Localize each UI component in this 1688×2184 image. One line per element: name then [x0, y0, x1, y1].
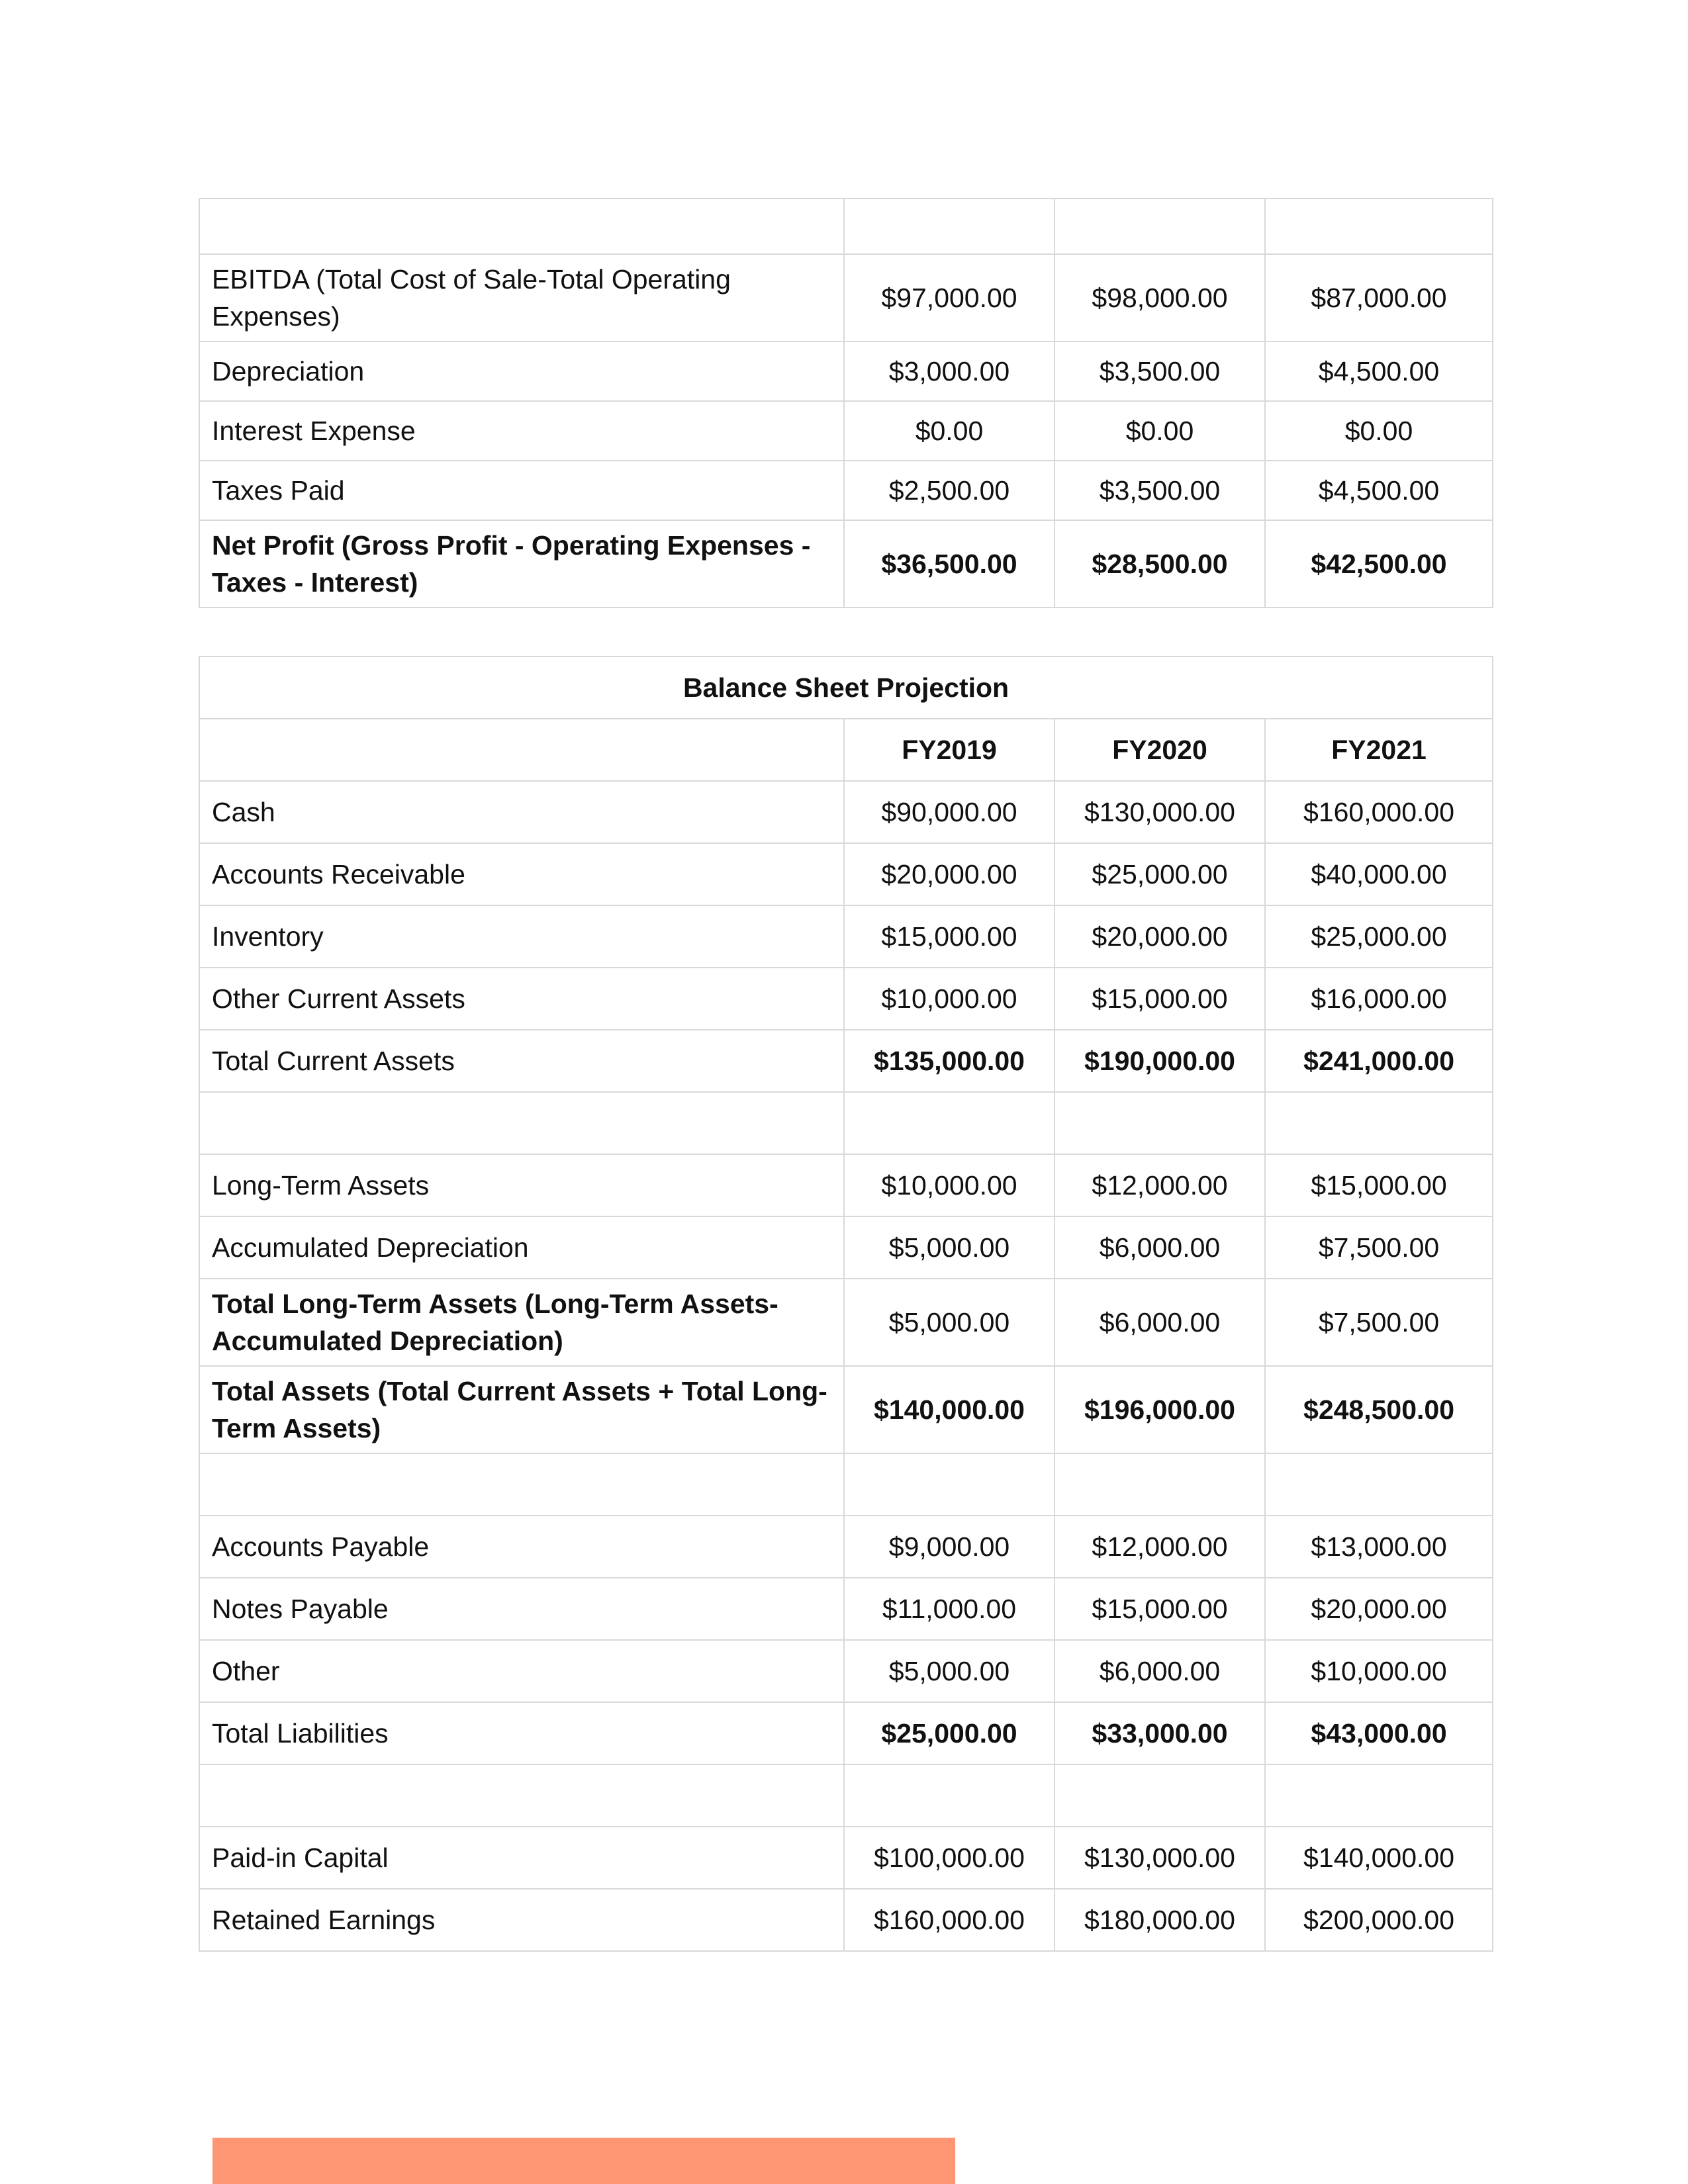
income-statement-table: [199, 198, 1493, 608]
column-header: FY2021: [1265, 719, 1493, 781]
value-cell: $97,000.00: [844, 254, 1055, 341]
value-cell: $190,000.00: [1055, 1030, 1265, 1092]
table-title: Balance Sheet Projection: [199, 657, 1493, 719]
blank-cell: [844, 1764, 1055, 1827]
value-cell: $20,000.00: [844, 843, 1055, 905]
blank-row: [199, 1092, 1493, 1154]
value-cell: $5,000.00: [844, 1216, 1055, 1279]
row-total-assets: [199, 1366, 1493, 1453]
blank-cell: [844, 199, 1055, 254]
row-notes-payable: [199, 1578, 1493, 1640]
value-cell: $28,500.00: [1055, 520, 1265, 608]
row-label: Accumulated Depreciation: [199, 1216, 844, 1279]
row-long-term-assets: [199, 1154, 1493, 1216]
value-cell: $130,000.00: [1055, 781, 1265, 843]
value-cell: $196,000.00: [1055, 1366, 1265, 1453]
row-paid-in-capital: [199, 1827, 1493, 1889]
value-cell: $9,000.00: [844, 1516, 1055, 1578]
value-cell: $3,500.00: [1055, 461, 1265, 520]
row-accumulated-depreciation: [199, 1216, 1493, 1279]
value-cell: $10,000.00: [844, 1154, 1055, 1216]
blank-cell: [1055, 199, 1265, 254]
value-cell: $12,000.00: [1055, 1154, 1265, 1216]
value-cell: $10,000.00: [844, 968, 1055, 1030]
blank-cell: [1055, 1764, 1265, 1827]
blank-cell: [1265, 1453, 1493, 1516]
value-cell: $7,500.00: [1265, 1216, 1493, 1279]
row-label: Other: [199, 1640, 844, 1702]
value-cell: $15,000.00: [1265, 1154, 1493, 1216]
row-label: Total Long-Term Assets (Long-Term Assets-Accumulated Depreciation): [199, 1279, 844, 1366]
value-cell: $200,000.00: [1265, 1889, 1493, 1951]
value-cell: $25,000.00: [1055, 843, 1265, 905]
row-label: Cash: [199, 781, 844, 843]
row-total-long-term-assets: [199, 1279, 1493, 1366]
value-cell: $87,000.00: [1265, 254, 1493, 341]
column-header: FY2020: [1055, 719, 1265, 781]
blank-cell: [1265, 1092, 1493, 1154]
row-depreciation: [199, 341, 1493, 401]
value-cell: $130,000.00: [1055, 1827, 1265, 1889]
value-cell: $160,000.00: [844, 1889, 1055, 1951]
value-cell: $180,000.00: [1055, 1889, 1265, 1951]
row-label: Other Current Assets: [199, 968, 844, 1030]
table-title-row: [199, 657, 1493, 719]
value-cell: $3,000.00: [844, 341, 1055, 401]
value-cell: $42,500.00: [1265, 520, 1493, 608]
value-cell: $3,500.00: [1055, 341, 1265, 401]
row-inventory: [199, 905, 1493, 968]
row-other: [199, 1640, 1493, 1702]
value-cell: $25,000.00: [844, 1702, 1055, 1764]
row-total-liabilities: [199, 1702, 1493, 1764]
row-retained-earnings: [199, 1889, 1493, 1951]
value-cell: $36,500.00: [844, 520, 1055, 608]
value-cell: $16,000.00: [1265, 968, 1493, 1030]
blank-cell: [844, 1092, 1055, 1154]
value-cell: $100,000.00: [844, 1827, 1055, 1889]
value-cell: $241,000.00: [1265, 1030, 1493, 1092]
blank-cell: [1265, 199, 1493, 254]
blank-cell: [199, 719, 844, 781]
value-cell: $15,000.00: [1055, 968, 1265, 1030]
blank-row: [199, 1453, 1493, 1516]
footer-accent-bar: [212, 2138, 955, 2184]
value-cell: $2,500.00: [844, 461, 1055, 520]
blank-cell: [1055, 1092, 1265, 1154]
row-label: Inventory: [199, 905, 844, 968]
value-cell: $6,000.00: [1055, 1640, 1265, 1702]
row-label: Taxes Paid: [199, 461, 844, 520]
value-cell: $6,000.00: [1055, 1279, 1265, 1366]
row-label: Accounts Receivable: [199, 843, 844, 905]
value-cell: $10,000.00: [1265, 1640, 1493, 1702]
blank-cell: [844, 1453, 1055, 1516]
row-ebitda: [199, 254, 1493, 341]
column-header: FY2019: [844, 719, 1055, 781]
value-cell: $0.00: [1265, 401, 1493, 461]
row-accounts-payable: [199, 1516, 1493, 1578]
row-interest-expense: [199, 401, 1493, 461]
row-total-current-assets: [199, 1030, 1493, 1092]
row-other-current-assets: [199, 968, 1493, 1030]
value-cell: $12,000.00: [1055, 1516, 1265, 1578]
value-cell: $33,000.00: [1055, 1702, 1265, 1764]
blank-row: [199, 1764, 1493, 1827]
value-cell: $98,000.00: [1055, 254, 1265, 341]
value-cell: $160,000.00: [1265, 781, 1493, 843]
value-cell: $135,000.00: [844, 1030, 1055, 1092]
value-cell: $5,000.00: [844, 1640, 1055, 1702]
blank-cell: [199, 1764, 844, 1827]
row-label: Total Current Assets: [199, 1030, 844, 1092]
value-cell: $43,000.00: [1265, 1702, 1493, 1764]
row-label: Interest Expense: [199, 401, 844, 461]
year-header-row: [199, 719, 1493, 781]
value-cell: $4,500.00: [1265, 461, 1493, 520]
value-cell: $5,000.00: [844, 1279, 1055, 1366]
blank-row: [199, 199, 1493, 254]
value-cell: $40,000.00: [1265, 843, 1493, 905]
row-label: Net Profit (Gross Profit - Operating Expenses - Taxes - Interest): [199, 520, 844, 608]
value-cell: $140,000.00: [844, 1366, 1055, 1453]
blank-cell: [1265, 1764, 1493, 1827]
value-cell: $0.00: [844, 401, 1055, 461]
value-cell: $13,000.00: [1265, 1516, 1493, 1578]
blank-cell: [199, 1092, 844, 1154]
row-label: Notes Payable: [199, 1578, 844, 1640]
value-cell: $11,000.00: [844, 1578, 1055, 1640]
row-net-profit: [199, 520, 1493, 608]
row-label: Accounts Payable: [199, 1516, 844, 1578]
row-label: Total Assets (Total Current Assets + Total Long-Term Assets): [199, 1366, 844, 1453]
value-cell: $15,000.00: [844, 905, 1055, 968]
row-label: Paid-in Capital: [199, 1827, 844, 1889]
row-label: EBITDA (Total Cost of Sale-Total Operating Expenses): [199, 254, 844, 341]
value-cell: $15,000.00: [1055, 1578, 1265, 1640]
blank-cell: [1055, 1453, 1265, 1516]
value-cell: $248,500.00: [1265, 1366, 1493, 1453]
value-cell: $0.00: [1055, 401, 1265, 461]
row-cash: [199, 781, 1493, 843]
value-cell: $7,500.00: [1265, 1279, 1493, 1366]
row-label: Total Liabilities: [199, 1702, 844, 1764]
balance-sheet-table: [199, 656, 1493, 1952]
value-cell: $20,000.00: [1055, 905, 1265, 968]
value-cell: $140,000.00: [1265, 1827, 1493, 1889]
value-cell: $6,000.00: [1055, 1216, 1265, 1279]
row-label: Depreciation: [199, 341, 844, 401]
row-taxes-paid: [199, 461, 1493, 520]
row-label: Long-Term Assets: [199, 1154, 844, 1216]
row-label: Retained Earnings: [199, 1889, 844, 1951]
value-cell: $25,000.00: [1265, 905, 1493, 968]
row-accounts-receivable: [199, 843, 1493, 905]
blank-cell: [199, 199, 844, 254]
value-cell: $4,500.00: [1265, 341, 1493, 401]
value-cell: $90,000.00: [844, 781, 1055, 843]
value-cell: $20,000.00: [1265, 1578, 1493, 1640]
blank-cell: [199, 1453, 844, 1516]
